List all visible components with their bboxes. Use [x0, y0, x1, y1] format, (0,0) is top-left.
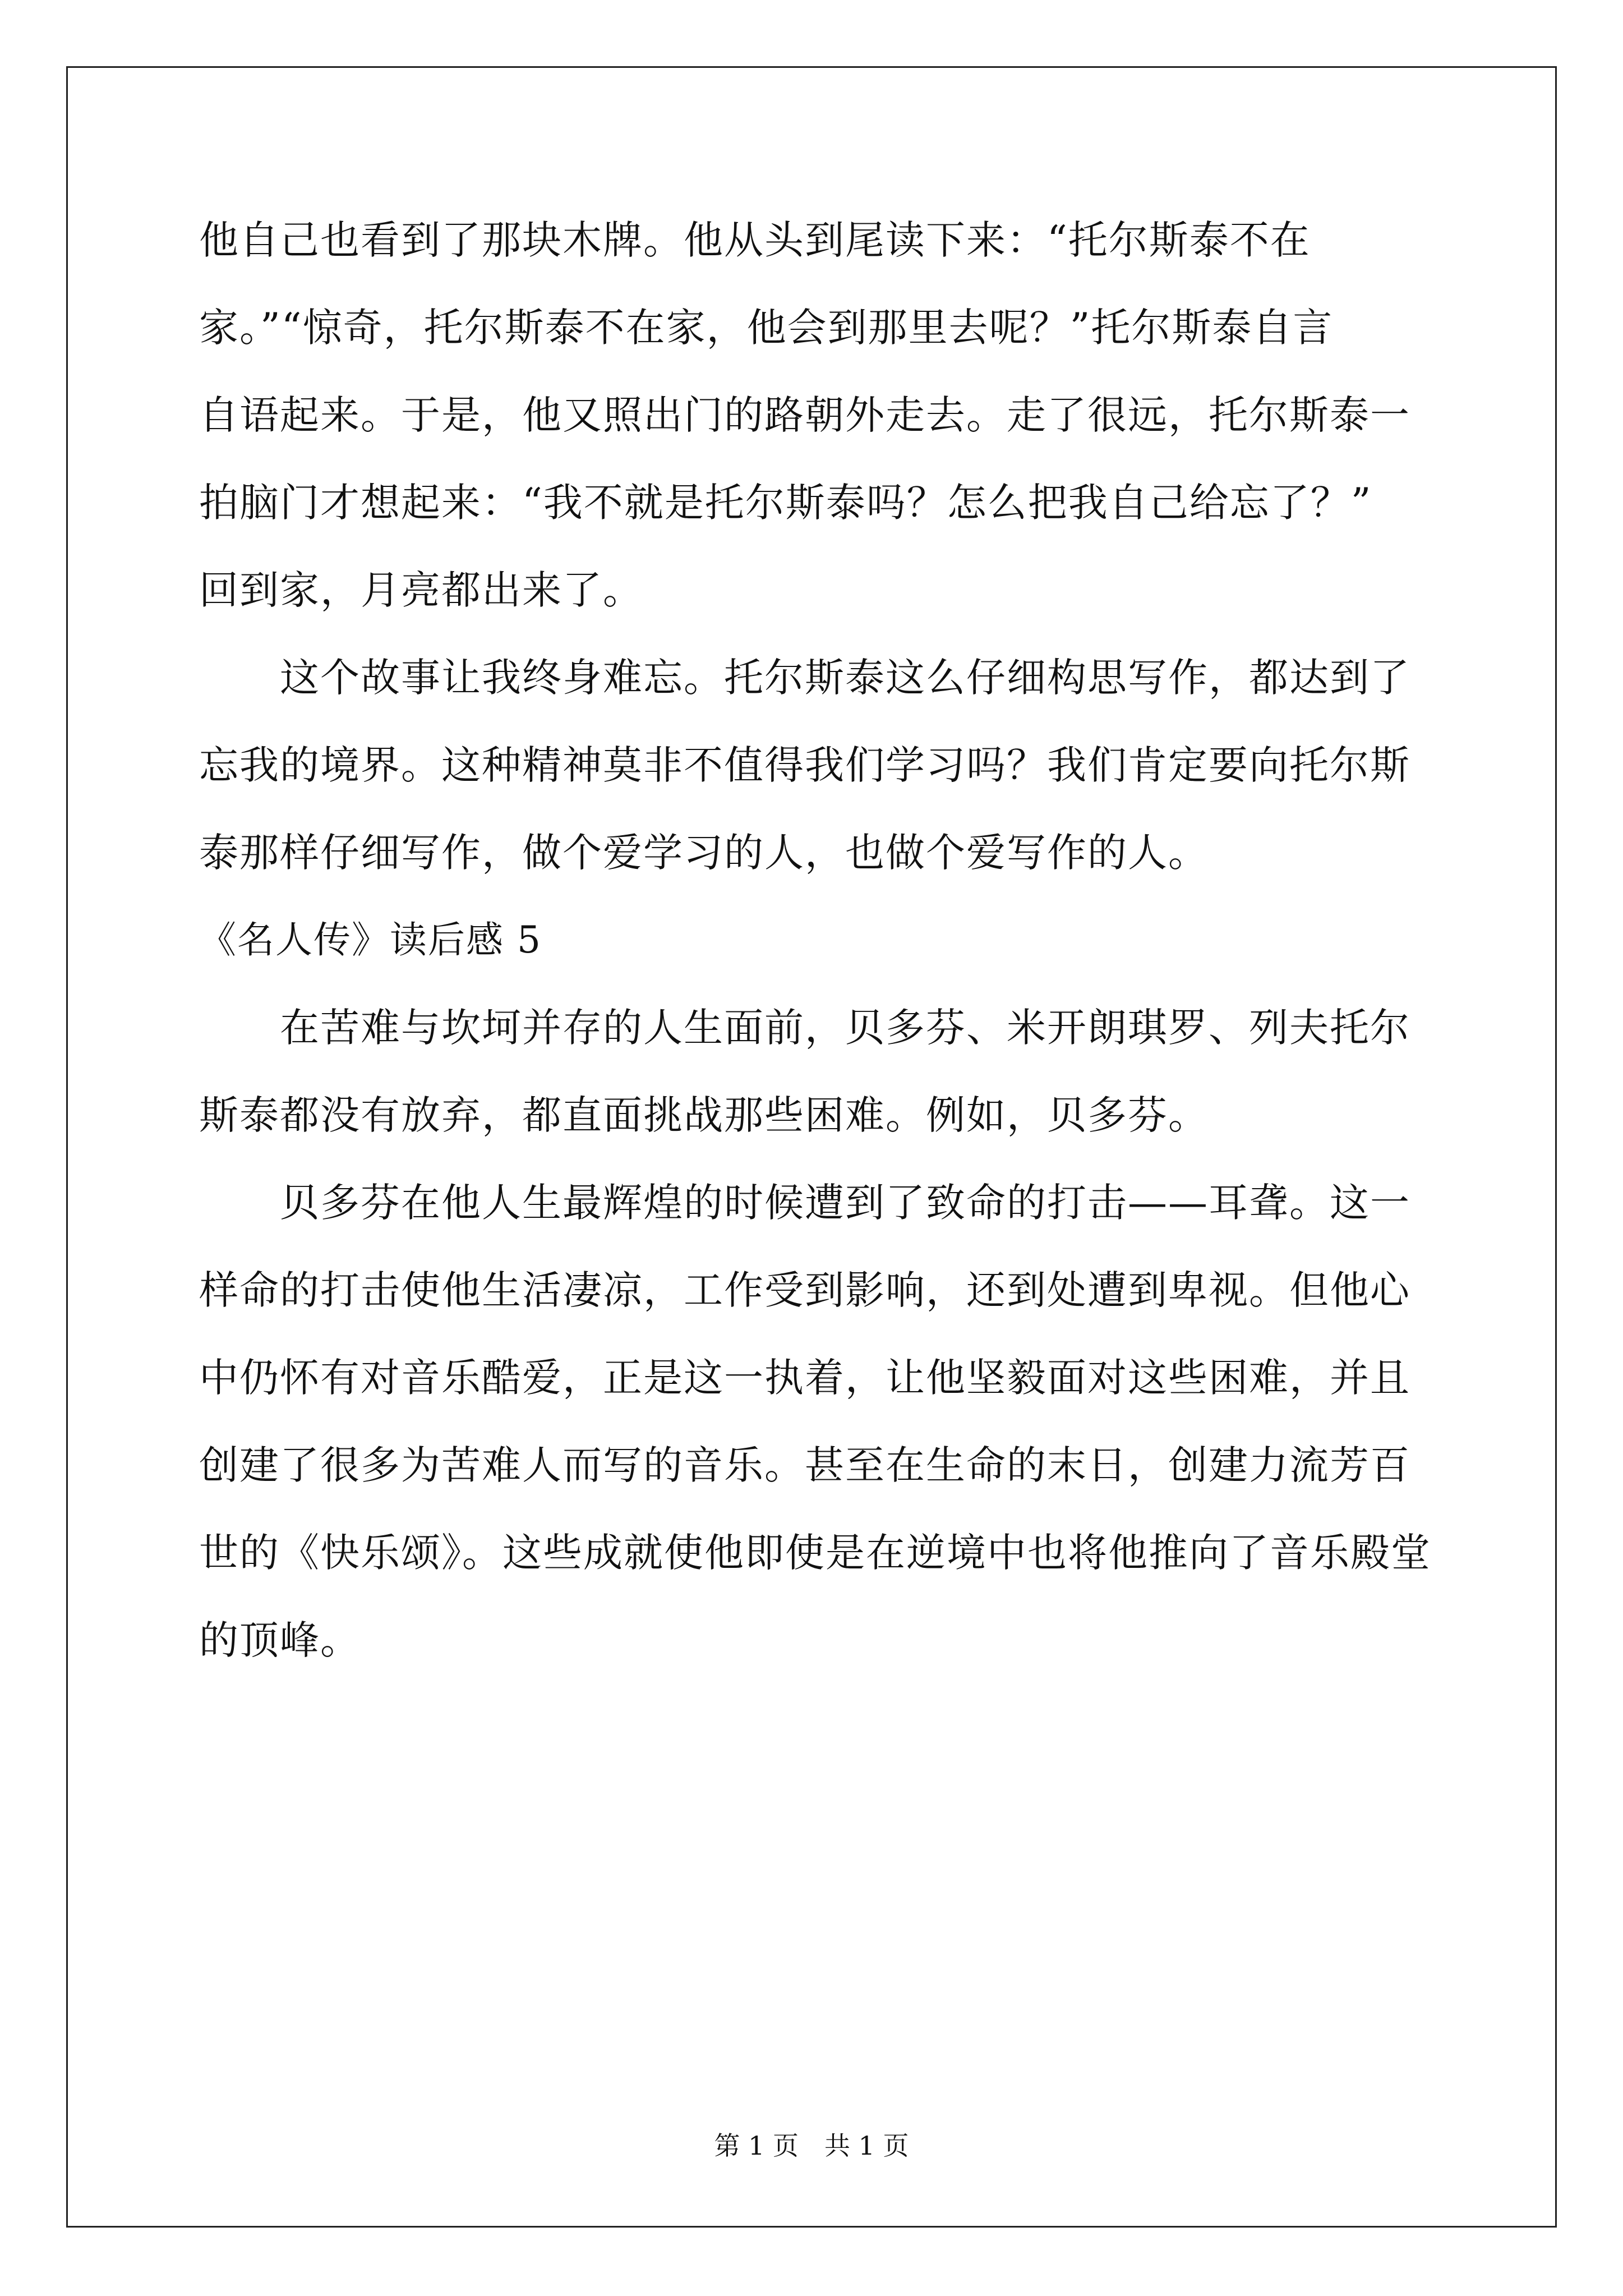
text-line: 拍脑门才想起来：“我不就是托尔斯泰吗？怎么把我自己给忘了？” [199, 480, 1372, 526]
text-line: 在苦难与坎坷并存的人生面前，贝多芬、米开朗琪罗、列夫托尔 [199, 1005, 1410, 1051]
section-title: 《名人传》读后感 5 [199, 918, 542, 961]
text-line: 的顶峰。 [199, 1617, 361, 1663]
text-line: 这个故事让我终身难忘。托尔斯泰这么仔细构思写作，都达到了 [199, 655, 1410, 701]
document-body [199, 212, 1433, 1668]
text-line: 他自己也看到了那块木牌。他从头到尾读下来：“托尔斯泰不在 [199, 217, 1311, 263]
page-footer: 第 1 页 共 1 页 [714, 2131, 909, 2161]
text-line: 家。”“惊奇，托尔斯泰不在家，他会到那里去呢？”托尔斯泰自言 [199, 305, 1334, 351]
text-line: 回到家，月亮都出来了。 [199, 567, 643, 613]
text-line: 样命的打击使他生活凄凉，工作受到影响，还到处遭到卑视。但他心 [199, 1267, 1410, 1313]
text-line: 忘我的境界。这种精神莫非不值得我们学习吗？我们肯定要向托尔斯 [199, 742, 1410, 788]
text-line: 创建了很多为苦难人而写的音乐。甚至在生命的末日，创建力流芳百 [199, 1442, 1410, 1488]
text-line: 斯泰都没有放弃，都直面挑战那些困难。例如，贝多芬。 [199, 1092, 1209, 1138]
text-line: 中仍怀有对音乐酷爱，正是这一执着，让他坚毅面对这些困难，并且 [199, 1355, 1410, 1401]
text-line: 自语起来。于是，他又照出门的路朝外走去。走了很远，托尔斯泰一 [199, 392, 1410, 438]
text-line: 世的《快乐颂》。这些成就使他即使是在逆境中也将他推向了音乐殿堂 [199, 1530, 1431, 1576]
text-line: 泰那样仔细写作，做个爱学习的人，也做个爱写作的人。 [199, 830, 1209, 876]
text-line: 贝多芬在他人生最辉煌的时候遭到了致命的打击——耳聋。这一 [199, 1180, 1410, 1226]
